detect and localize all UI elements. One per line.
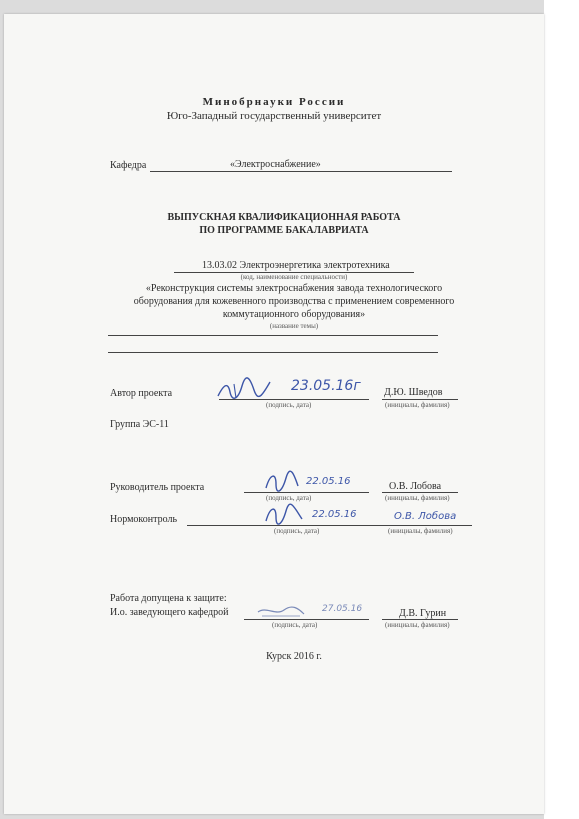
author-date: 23.05.16г [291, 378, 361, 394]
work-type-title: ВЫПУСКНАЯ КВАЛИФИКАЦИОННАЯ РАБОТА [167, 212, 401, 223]
supervisor-sign-caption: (подпись, дата) [266, 494, 312, 502]
head-name-line [382, 619, 458, 620]
normcontrol-line [187, 525, 472, 526]
department-underline [150, 171, 452, 172]
author-label: Автор проекта [110, 388, 173, 399]
topic-extra-line-1 [108, 335, 438, 336]
supervisor-name-line [382, 492, 458, 493]
author-name-caption: (инициалы, фамилия) [385, 401, 450, 409]
normcontrol-name-caption: (инициалы, фамилия) [388, 527, 453, 535]
specialty-value: 13.03.02 Электроэнергетика электротехника [202, 260, 390, 271]
supervisor-sign-line [244, 492, 369, 493]
work-program-title: ПО ПРОГРАММЕ БАКАЛАВРИАТА [199, 225, 369, 236]
topic-caption: (название темы) [269, 322, 319, 330]
head-date: 27.05.16 [322, 604, 363, 614]
normcontrol-signature [262, 501, 306, 529]
scan-margin [544, 0, 579, 819]
topic-line-3: коммутационного оборудования» [222, 309, 366, 320]
admission-line: Работа допущена к защите: [110, 593, 227, 604]
city-year: Курск 2016 г. [266, 651, 322, 662]
supervisor-label: Руководитель проекта [110, 482, 205, 493]
topic-extra-line-2 [108, 352, 438, 353]
topic-line-2: оборудования для кожевенного производства с применением современного [133, 296, 455, 307]
head-name-caption: (инициалы, фамилия) [385, 621, 450, 629]
ministry-name: Минобрнауки России [202, 96, 346, 108]
university-name: Юго-Западный государственный университет [166, 110, 382, 122]
normcontrol-date: 22.05.16 [312, 509, 357, 520]
head-name: Д.В. Гурин [399, 608, 447, 619]
supervisor-name: О.В. Лобова [389, 481, 442, 492]
author-name-line [382, 399, 458, 400]
head-sign-caption: (подпись, дата) [272, 621, 318, 629]
topic-line-1: «Реконструкция системы электроснабжения завода технологического [145, 283, 443, 294]
normcontrol-label: Нормоконтроль [110, 514, 178, 525]
supervisor-date: 22.05.16 [306, 476, 351, 487]
specialty-caption: (код, наименование специальности) [240, 273, 348, 281]
head-signature [256, 602, 306, 620]
normcontrol-sign-caption: (подпись, дата) [274, 527, 320, 535]
head-of-department-label: И.о. заведующего кафедрой [110, 607, 229, 618]
head-sign-line [244, 619, 369, 620]
author-sign-line [219, 399, 369, 400]
department-label: Кафедра [110, 160, 147, 171]
title-page [4, 14, 544, 814]
group-label: Группа ЭС-11 [110, 419, 169, 430]
author-name: Д.Ю. Шведов [384, 387, 443, 398]
department-value: «Электроснабжение» [230, 159, 321, 170]
author-sign-caption: (подпись, дата) [266, 401, 312, 409]
normcontrol-name: О.В. Лобова [394, 511, 457, 522]
supervisor-name-caption: (инициалы, фамилия) [385, 494, 450, 502]
